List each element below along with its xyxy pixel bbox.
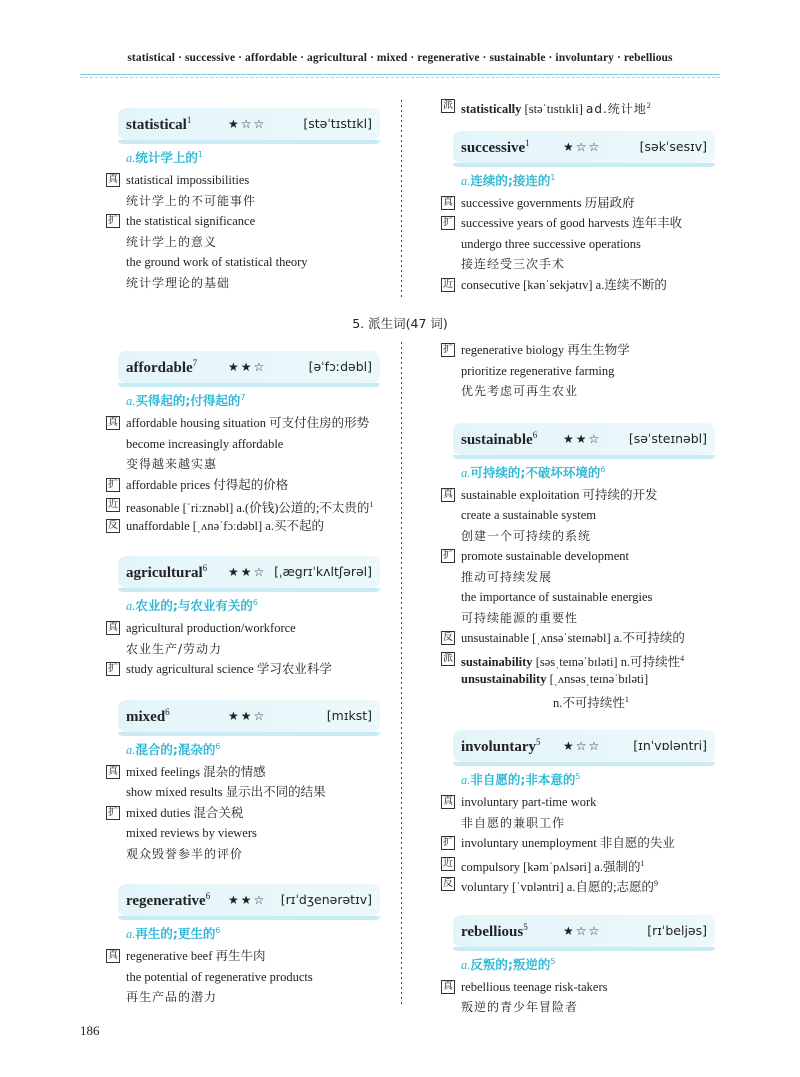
phonetic: [ˌægrɪˈkʌltʃərəl] — [274, 564, 372, 579]
example-line: 真 agricultural production/workforce — [108, 621, 296, 635]
phonetic: [stəˈtɪstɪkl] — [303, 116, 372, 131]
definition: a.买得起的;付得起的$^7$ — [126, 392, 246, 408]
headword: affordable$^7$ — [126, 358, 198, 376]
tag-badge: 派 — [443, 652, 453, 664]
example-line: prioritize regenerative farming — [461, 363, 615, 378]
entry-agricultural — [108, 556, 380, 680]
example-line: 创建一个可持续的系统 — [461, 528, 592, 543]
column-divider-top — [397, 100, 407, 300]
tag-badge: 近 — [443, 857, 453, 869]
word-card — [453, 915, 715, 947]
star-rating: ★★☆ — [228, 708, 267, 723]
example-line: unsustainability [ˌʌnsəsˌteɪnəˈbɪləti] — [461, 672, 649, 686]
example-line: 近 consecutive [kənˈsekjətɪv] a.连续不断的 — [443, 277, 667, 292]
example-line: 变得越来越实惠 — [126, 457, 218, 471]
example-line: 真 affordable housing situation 可支付住房的形势 — [108, 416, 370, 430]
section-title: 5. 派生词(47 词) — [352, 316, 448, 331]
tag-badge: 反 — [108, 519, 118, 531]
phonetic: [əˈfɔːdəbl] — [308, 359, 372, 374]
headword: regenerative$^6$ — [126, 891, 211, 909]
header-rule-dashed — [80, 77, 720, 78]
definition: a.连续的;接连的$^1$ — [461, 172, 556, 188]
tag-badge: 扩 — [108, 478, 118, 490]
example-line: 真 successive governments 历届政府 — [443, 195, 635, 210]
example-list — [108, 762, 380, 865]
example-line: 统计学上的不可能事件 — [126, 193, 257, 208]
entry-involuntary — [443, 730, 715, 895]
star-rating: ★☆☆ — [563, 739, 602, 753]
example-line: 推动可持续发展 — [461, 569, 553, 584]
headword: rebellious$^5$ — [461, 921, 528, 940]
headword: successive$^1$ — [461, 137, 530, 156]
example-line: 扩 the statistical significance — [108, 214, 256, 228]
entry-statistical — [108, 108, 380, 293]
definition: a.再生的;更生的$^6$ — [126, 925, 221, 941]
entry-mixed — [108, 700, 380, 865]
word-card — [118, 556, 380, 588]
tag-badge: 扩 — [108, 663, 118, 674]
example-list — [443, 193, 715, 296]
page-number: 186 — [80, 1023, 100, 1038]
example-list — [108, 618, 380, 680]
tag-badge: 反 — [443, 878, 453, 889]
star-rating: ★★☆ — [228, 360, 267, 374]
example-line: 接连经受三次手术 — [461, 257, 566, 271]
word-card — [453, 423, 715, 455]
tag-badge: 真 — [108, 765, 118, 777]
example-line: 真 sustainable exploitation 可持续的开发 — [443, 487, 658, 502]
example-line: 真 mixed feelings 混杂的情感 — [108, 764, 266, 779]
example-line: 非自愿的兼职工作 — [461, 815, 566, 830]
definition: a.农业的;与农业有关的$^6$ — [126, 597, 258, 613]
tag-badge: 真 — [108, 950, 118, 961]
example-line: 统计学上的意义 — [126, 234, 218, 249]
example-line: mixed reviews by viewers — [126, 826, 257, 840]
tag-badge: 真 — [108, 417, 118, 428]
column-divider-bottom — [397, 342, 407, 1007]
star-rating: ★★☆ — [228, 893, 267, 907]
tag-badge: 近 — [108, 499, 118, 510]
example-list — [108, 413, 380, 536]
example-list — [108, 946, 380, 1008]
word-card — [118, 884, 380, 916]
tag-badge: 真 — [108, 622, 118, 633]
phonetic: [səˈsteɪnəbl] — [628, 430, 707, 446]
right-column — [443, 340, 715, 1018]
example-line: 派 sustainability [səsˌteɪnəˈbɪləti] n.可持续性$^4$ — [443, 652, 685, 669]
example-list — [443, 485, 715, 711]
example-list — [108, 170, 380, 293]
headword: sustainable$^6$ — [461, 429, 538, 448]
phonetic: [səkˈsesɪv] — [639, 138, 707, 154]
entry-affordable — [108, 351, 380, 536]
phonetic: [mɪkst] — [326, 707, 372, 723]
example-line: 再生产品的潜力 — [126, 990, 218, 1004]
headword: mixed$^6$ — [126, 706, 170, 725]
word-card — [453, 730, 715, 762]
example-line: 扩 affordable prices 付得起的价格 — [108, 477, 289, 492]
tag-badge: 扩 — [108, 806, 118, 818]
tag-badge: 扩 — [443, 217, 453, 228]
tag-badge: 真 — [108, 174, 118, 185]
example-list — [443, 792, 715, 895]
tag-badge: 扩 — [443, 344, 453, 355]
example-line: 农业生产/劳动力 — [126, 641, 223, 656]
example-line: 可持续能源的重要性 — [461, 610, 579, 625]
example-line: the importance of sustainable energies — [461, 590, 653, 604]
definition: a.反叛的;叛逆的$^5$ — [461, 956, 556, 972]
example-line: show mixed results 显示出不同的结果 — [126, 785, 326, 799]
example-list — [443, 977, 715, 1018]
regenerative-continued — [443, 340, 715, 402]
tag-badge: 真 — [443, 196, 453, 208]
star-rating: ★☆☆ — [228, 117, 267, 131]
definition: a.混合的;混杂的$^6$ — [126, 741, 221, 757]
star-rating: ★★☆ — [563, 431, 602, 446]
headword: agricultural$^6$ — [126, 563, 208, 581]
tag-badge: 扩 — [443, 837, 453, 848]
word-card — [118, 700, 380, 732]
tag-badge: 近 — [443, 278, 453, 290]
example-line: 统计学理论的基础 — [126, 275, 231, 290]
phonetic: [rɪˈbeljəs] — [647, 922, 707, 938]
word-card — [118, 351, 380, 383]
headword: involuntary$^5$ — [461, 737, 541, 755]
star-rating: ★☆☆ — [563, 923, 602, 938]
tag-badge: 扩 — [108, 215, 118, 226]
example-line: 观众毁誉参半的评价 — [126, 846, 244, 861]
left-column — [108, 351, 380, 1008]
example-line: 叛逆的青少年冒险者 — [461, 1000, 579, 1014]
word-card — [453, 131, 715, 163]
definition: a.统计学上的$^1$ — [126, 149, 203, 165]
example-line: 扩 successive years of good harvests 连年丰收 — [443, 216, 683, 230]
example-line: 扩 promote sustainable development — [443, 549, 630, 563]
tag-badge: 扩 — [443, 550, 453, 561]
word-card — [118, 108, 380, 140]
example-line: 反 unsustainable [ˌʌnsəˈsteɪnəbl] a.不可持续的 — [443, 631, 685, 645]
example-line: 反 unaffordable [ˌʌnəˈfɔːdəbl] a.买不起的 — [108, 518, 324, 533]
example-line: the ground work of statistical theory — [126, 255, 308, 269]
tag-badge: 真 — [443, 796, 453, 807]
example-line: 真 regenerative beef 再生牛肉 — [108, 949, 266, 963]
star-rating: ★☆☆ — [563, 139, 602, 154]
phonetic: [rɪˈdʒenərətɪv] — [280, 892, 372, 907]
top-right-column — [443, 96, 715, 295]
definition: a.可持续的;不破坏环境的$^6$ — [461, 464, 606, 480]
entry-rebellious — [443, 915, 715, 1018]
derived-statistically: 派 statistically [stəˈtɪstɪkli] ad.统计地$^2$ — [443, 100, 651, 117]
example-line: 反 voluntary [ˈvɒləntri] a.自愿的;志愿的$^9$ — [443, 878, 658, 895]
example-line: 真 rebellious teenage risk-takers — [443, 979, 608, 994]
example-line: 优先考虑可再生农业 — [461, 384, 579, 398]
example-line: 扩 mixed duties 混合关税 — [108, 805, 244, 820]
tag-badge: 真 — [443, 980, 453, 992]
entry-regenerative — [108, 884, 380, 1008]
tag-badge: 反 — [443, 632, 453, 643]
example-line: undergo three successive operations — [461, 236, 641, 251]
star-rating: ★★☆ — [228, 565, 267, 579]
tag-badge: 真 — [443, 488, 453, 500]
example-line: 近 compulsory [kəmˈpʌlsəri] a.强制的$^1$ — [443, 857, 645, 874]
example-line: 扩 involuntary unemployment 非自愿的失业 — [443, 836, 675, 850]
phonetic: [ɪnˈvɒləntri] — [633, 738, 707, 753]
example-line: 近 reasonable [ˈriːznəbl] a.(价钱)公道的;不太贵的$^1$ — [108, 499, 374, 516]
example-line: 扩 study agricultural science 学习农业科学 — [108, 662, 332, 676]
example-line: create a sustainable system — [461, 508, 597, 522]
definition: a.非自愿的;非本意的$^5$ — [461, 771, 581, 787]
example-line: 真 involuntary part-time work — [443, 795, 597, 809]
example-line: become increasingly affordable — [126, 436, 284, 451]
example-line: 扩 regenerative biology 再生生物学 — [443, 343, 630, 357]
running-header: statistical · successive · affordable · agricultural · mixed · regenerative · sustainable · involuntary · rebellious — [127, 52, 673, 64]
example-line: the potential of regenerative products — [126, 969, 313, 984]
example-line: 真 statistical impossibilities — [108, 173, 250, 187]
example-line: n.不可持续性$^1$ — [553, 694, 629, 710]
header-rule — [80, 74, 720, 75]
headword: statistical$^1$ — [126, 115, 192, 133]
entry-sustainable — [443, 423, 715, 711]
